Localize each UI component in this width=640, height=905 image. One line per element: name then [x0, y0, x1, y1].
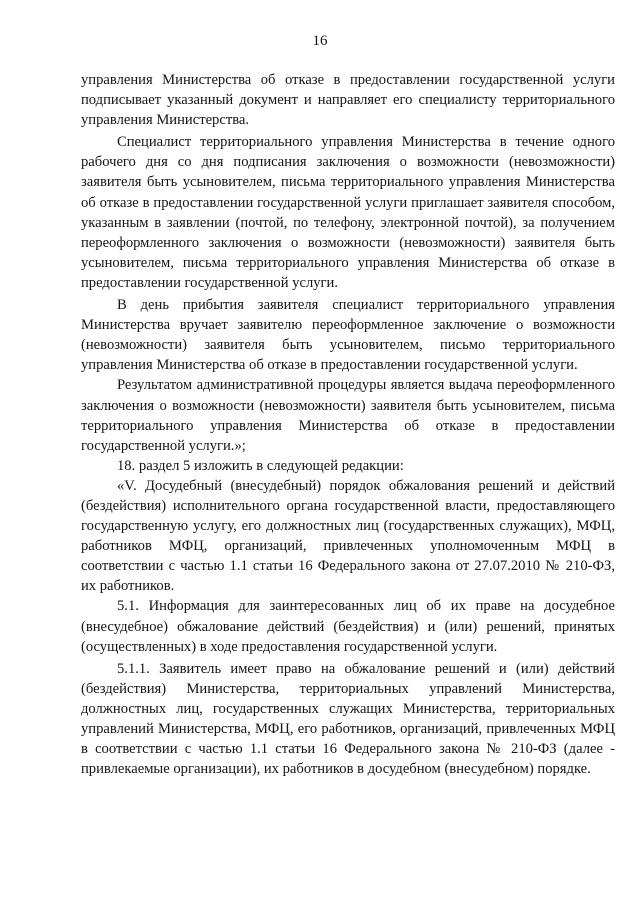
page-number: 16 [312, 33, 328, 49]
paragraph-amendment-18: 18. раздел 5 изложить в следующей редакции: [117, 457, 404, 474]
paragraph-5-1: 5.1. Информация для заинтересованных лиц об их праве на досудебное (внесудебное) обжалование действий (бездействия) и (или) решений, принятых (осуществленных) в ходе предоставления государственной услуги. [81, 598, 615, 655]
paragraph-continuation: управления Министерства об отказе в предоставлении государственной услуги подписывает указанный документ и направляет его специалисту территориального управления Министерства. [81, 72, 615, 129]
paragraph-handover: В день прибытия заявителя специалист территориального управления Министерства вручает заявителю переоформленное заключение о возможности (невозможности) заявителя быть усыновителем, письмо территориального управления Министерства об отказе в предоставлении государственной услуги. [81, 297, 615, 374]
paragraph-5-1-1: 5.1.1. Заявитель имеет право на обжалование решений и (или) действий (бездействия) Министерства, территориальных управлений Министерства, должностных лиц, государственных служащих Министерства, территориальных управлений Министерства, МФЦ, его работников, организаций, привлеченных МФЦ в соответствии с частью 1.1 статьи 16 Федерального закона № 210-ФЗ (далее - привлекаемые организации), их работников в досудебном (внесудебном) порядке. [81, 660, 615, 778]
document-body [81, 70, 615, 779]
paragraph-invitation: Специалист территориального управления Министерства в течение одного рабочего дня со дня подписания заключения о возможности (невозможности) заявителя быть усыновителем, письма территориального управления Министерства об отказе в предоставлении государственной услуги приглашает заявителя способом, указанным в заявлении (почтой, по телефону, электронной почтой), за получением переоформленного заключения о возможности (невозможности) заявителя быть усыновителем, письма территориального управления Министерства об отказе в предоставлении государственной услуги. [81, 134, 615, 291]
paragraph-section-v-heading: «V. Досудебный (внесудебный) порядок обжалования решений и действий (бездействия) исполнительного органа государственной власти, предоставляющего государственную услугу, его должностных лиц (государственных служащих), МФЦ, работников МФЦ, организаций, привлеченных уполномоченным МФЦ в соответствии с частью 1.1 статьи 16 Федерального закона от 27.07.2010 № 210-ФЗ, их работников. [81, 477, 615, 595]
paragraph-result: Результатом административной процедуры является выдача переоформленного заключения о возможности (невозможности) заявителя быть усыновителем, письма территориального управления Министерства об отказе в предоставлении государственной услуги.»; [81, 377, 615, 454]
